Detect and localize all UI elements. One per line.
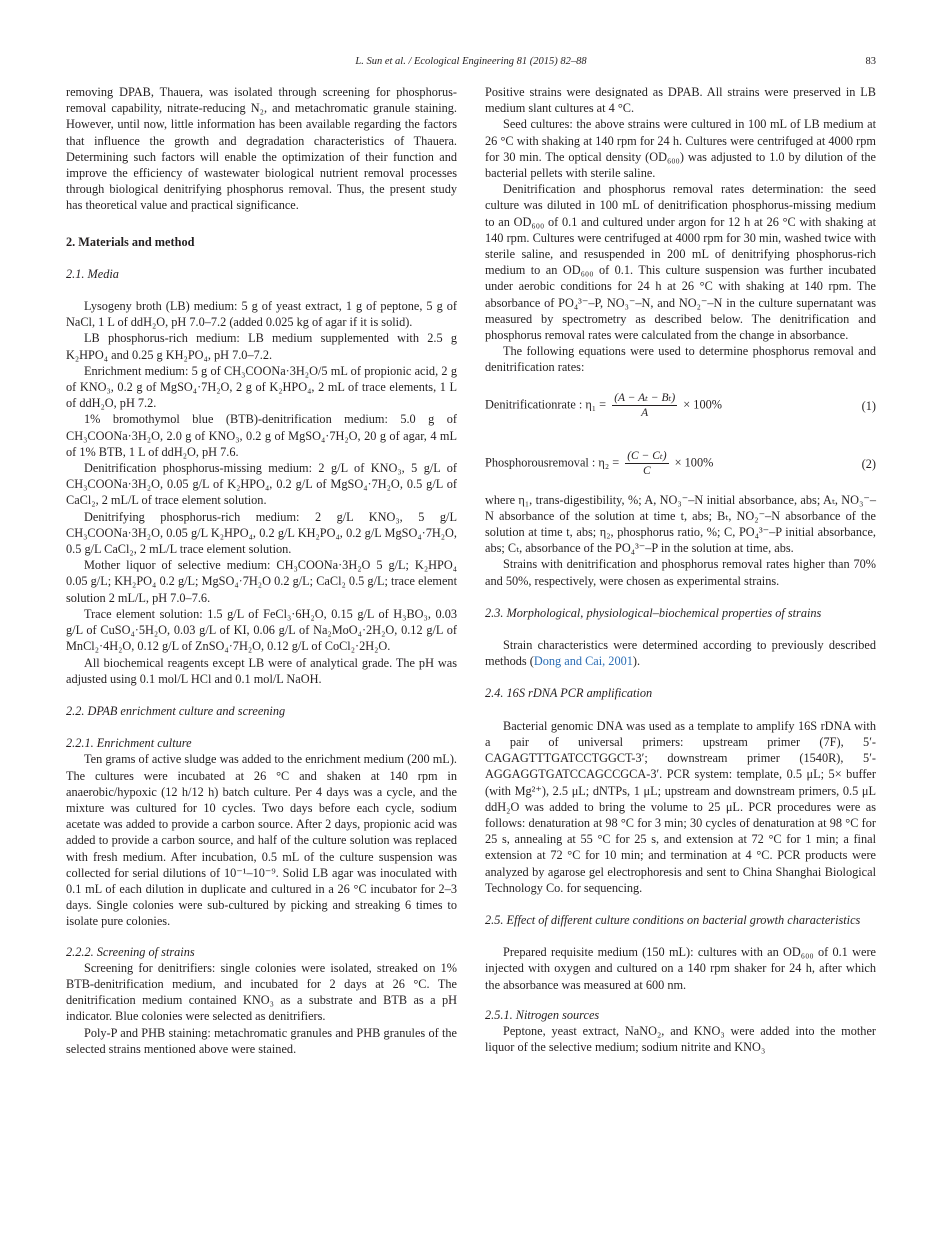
paragraph-morphology: [485, 637, 876, 669]
paragraph-polyp-staining: Poly-P and PHB staining: metachromatic granules and PHB granules of the selected strains mentioned above were stained.: [66, 1025, 457, 1056]
equation-1-fraction: [612, 391, 677, 420]
paragraph-culture-conditions: Prepared requisite medium (150 mL): cultures with an OD₆₀₀ of 0.1 were injected with oxygen and cultured on a 140 rpm shaker for 24 h, after which the absorbance was measured at 600 nm.: [485, 945, 876, 992]
paragraph-equation-intro: The following equations were used to determine phosphorus removal and denitrification rates:: [485, 344, 876, 375]
subsubsection-heading-screening: 2.2.2. Screening of strains: [66, 944, 195, 959]
paragraph-lb-phosphorus: LB phosphorus-rich medium: LB medium supplemented with 2.5 g K₂HPO₄ and 0.25 g KH₂PO₄, pH 7.0–7.2.: [66, 331, 457, 362]
subsubsection-heading-enrichment: 2.2.1. Enrichment culture: [66, 736, 192, 751]
equation-1-denominator: A: [641, 407, 649, 420]
morphology-text: Strain characteristics were determined according to previously described methods (: [485, 638, 876, 669]
paragraph-removal-rates: Denitrification and phosphorus removal rates determination: the seed culture was diluted in 100 mL of denitrification phosphorus-missing medium to an OD₆₀₀ of 0.1 and cultured under argon for 12 h at 26 °C with shaking at 140 rpm. Cultures were centrifuged at 4000 rpm for 30 min, washed twice with sterile saline, and resuspended in 200 mL of denitrifying phosphorus-rich medium to an OD₆₀₀ of 0.1. This culture suspension was further incubated under aerobic conditions for 24 h at 26 °C with shaking at 140 rpm. The absorbance of PO₄³⁻–P, NO₃⁻–N, and NO₂⁻–N in the culture supernatant was measured by spectrometry as described below. The denitrification and phosphorus removal rates were calculated from the change in absorbance.: [485, 182, 876, 343]
page-number: 83: [865, 56, 876, 67]
equation-2-lhs: Phosphorousremoval : η₂ =: [485, 455, 620, 470]
equation-1-numerator: (A − Aₜ − Bₜ): [614, 392, 676, 405]
citation-link-dong-cai[interactable]: Dong and Cai, 2001: [533, 654, 633, 669]
equation-2-fraction: [625, 449, 668, 478]
paragraph-pcr: Bacterial genomic DNA was used as a template to amplify 16S rDNA with a pair of universal primers: upstream primer (7F), 5′-CAGAGTTTGATCCTGGCT-3′; downstream primer (1540R), 5′-AGGAGGTGATCCAGCCGCA-3′. PCR system: template, 0.5 μL; 5× buffer (with Mg²⁺), 2.5 μL; dNTPs, 1 μL; upstream and downstream primers, 0.5 μL ddH₂O was added to bring the volume to 25 μL. PCR procedures were as follows: denaturation at 98 °C for 3 min; 30 cycles of denaturation at 98 °C for 25 s, annealing at 55 °C for 25 s, and extension at 72 °C for 1 min; a final extension at 72 °C for 10 min; and termination at 4 °C. PCR products were analyzed by agarose gel electrophoresis and sent to China Shanghai Biological Technology Co. for sequencing.: [485, 718, 876, 895]
paragraph-lb-medium: Lysogeny broth (LB) medium: 5 g of yeast extract, 1 g of peptone, 5 g of NaCl, 1 L of ddH₂O, pH 7.0–7.2 (added 0.025 kg of agar if it is solid).: [66, 299, 457, 330]
subsection-heading-dpab: 2.2. DPAB enrichment culture and screening: [66, 703, 286, 718]
paragraph-nitrogen-sources: Peptone, yeast extract, NaNO₂, and KNO₃ were added into the mother liquor of the selective medium; sodium nitrite and KNO₃: [485, 1023, 876, 1055]
paragraph-trace-element: Trace element solution: 1.5 g/L of FeCl₃·6H₂O, 0.15 g/L of H₃BO₃, 0.03 g/L of CuSO₄·5H₂O, 0.03 g/L of KI, 0.06 g/L of Na₂MoO₄·2H₂O, 0.12 g/L of MnCl₂·4H₂O, 0.12 g/L of ZnSO₄·7H₂O, 0.12 g/L of CoCl₂·2H₂O.: [66, 606, 457, 654]
equation-2-rhs: × 100%: [674, 455, 714, 470]
subsection-heading-culture-conditions: 2.5. Effect of different culture conditions on bacterial growth characteristics: [485, 912, 861, 927]
subsection-heading-pcr: 2.4. 16S rDNA PCR amplification: [485, 686, 653, 701]
paragraph-mother-liquor: Mother liquor of selective medium: CH₃COONa·3H₂O 5 g/L; K₂HPO₄ 0.05 g/L; KH₂PO₄ 0.2 g/L; MgSO₄·7H₂O 0.2 g/L; CaCl₂ 0.5 g/L; trace element solution 2 mL/L, pH 7.0–7.6.: [66, 558, 457, 605]
section-heading-materials: 2. Materials and method: [66, 234, 195, 249]
paragraph-seed-cultures: Seed cultures: the above strains were cultured in 100 mL of LB medium at 26 °C with shaking at 140 rpm for 24 h. Cultures were centrifuged at 4000 rpm for 30 min. The optical density (OD₆₀₀) was adjusted to 1.0 by dilution of the bacterial pellets with sterile saline.: [485, 117, 876, 181]
journal-citation: L. Sun et al. / Ecological Engineering 81 (2015) 82–88: [355, 56, 587, 67]
paragraph-enrichment-culture: Ten grams of active sludge was added to the enrichment medium (200 mL). The cultures were incubated at 26 °C and shaken at 140 rpm in anaerobic/hypoxic (12 h/12 h) batch culture. Per 4 days was a cycle, and the mixture was cultured for 10 cycles. Two days before each cycle, sodium acetate was added to provide a carbon source. After 2 days, propionic acid was added to provide a carbon source, and half of the culture solution was replaced with fresh medium. After incubation, 0.5 mL of the culture suspension was collected for serial dilutions of 10⁻¹–10⁻⁹. Solid LB agar was inoculated with 0.1 mL of each dilution in duplicate and cultured in a 26 °C incubator for 2–3 days. Single colonies were sub-cultured by picking and streaking 6 times to isolate pure colonies.: [66, 752, 457, 929]
paragraph-enrichment-medium: Enrichment medium: 5 g of CH₃COONa·3H₂O/5 mL of propionic acid, 2 g of KNO₃, 0.2 g of MgSO₄·7H₂O, 2 g of K₂HPO₄, 2 mL of trace elements, 1 L of ddH₂O, pH 7.2.: [66, 363, 457, 411]
equation-phosphorus: [485, 448, 876, 480]
paragraph-screening: Screening for denitrifiers: single colonies were isolated, streaked on 1% BTB-denitrification medium, and incubated for 2 days at 26 °C. The denitrification medium contained KNO₃ as a substrate and BTB as a pH indicator. Blue colonies were selected as denitrifiers.: [66, 960, 457, 1024]
paragraph-equation-definitions: where η₁, trans-digestibility, %; A, NO₃⁻–N initial absorbance, abs; Aₜ, NO₃⁻–N absorbance of the solution at time t, abs; Bₜ, NO₂⁻–N absorbance of the solution at time t, abs; η₂, phosphorus ratio, %; C, PO₄³⁻–P initial absorbance, abs; Cₜ, absorbance of the PO₄³⁻–P in the solution at time, abs.: [485, 492, 876, 556]
equation-denitrification: [485, 390, 876, 422]
paragraph-phosphorus-missing: Denitrification phosphorus-missing medium: 2 g/L of KNO₃, 5 g/L of CH₃COONa·3H₂O, 0.05 g/L of K₂HPO₄, 0.2 g/L of MgSO₄·7H₂O, 0.5 g/L of CaCl₂, 2 mL/L of trace element solution.: [66, 461, 457, 508]
subsection-heading-media: 2.1. Media: [66, 266, 119, 281]
intro-paragraph: removing DPAB, Thauera, was isolated through screening for phosphorus-removal capability, nitrate-reducing N₂, and metachromatic granule staining. However, until now, little information has been available regarding the factors that influence the growth and degradation characteristics of Thauera. Determining such factors will enable the optimization of their function and improve the efficiency of wastewater biological nutrient removal processes through biological denitrifying phosphorus removal. Thus, the present study has theoretical value and practical significance.: [66, 85, 457, 213]
equation-1-rhs: × 100%: [683, 397, 722, 412]
equation-1-number: (1): [861, 398, 876, 413]
paragraph-positive-strains: Positive strains were designated as DPAB. All strains were preserved in LB medium slant cultures at 4 °C.: [485, 85, 876, 116]
equation-2-denominator: C: [643, 465, 651, 478]
equation-2-numerator: (C − Cₜ): [627, 450, 667, 463]
left-column: [66, 84, 457, 1057]
subsubsection-heading-nitrogen: 2.5.1. Nitrogen sources: [485, 1007, 600, 1022]
paragraph-btb-medium: 1% bromothymol blue (BTB)-denitrification medium: 5.0 g of CH₃COONa·3H₂O, 2.0 g of KNO₃, 0.2 g of MgSO₄·7H₂O, 20 g of agar, 4 mL of 1% BTB, 1 L of ddH₂O, pH 7.6.: [66, 412, 457, 459]
morphology-text-end: ).: [632, 654, 641, 669]
running-header: [66, 56, 876, 70]
paragraph-phosphorus-rich: Denitrifying phosphorus-rich medium: 2 g/L KNO₃, 5 g/L CH₃COONa·3H₂O, 0.05 g/L K₂HPO₄, 0.2 g/L KH₂PO₄, 0.2 g/L MgSO₄·7H₂O, 0.5 g/L CaCl₂, 2 mL/L trace element solution.: [66, 509, 457, 557]
subsection-heading-morphology: 2.3. Morphological, physiological–biochemical properties of strains: [485, 605, 822, 620]
right-column: [485, 84, 876, 1055]
equation-1-lhs: Denitrificationrate : η₁ =: [485, 397, 607, 412]
equation-2-number: (2): [861, 456, 876, 471]
paragraph-strain-selection: Strains with denitrification and phosphorus removal rates higher than 70% and 50%, respectively, were chosen as experimental strains.: [485, 557, 876, 588]
paragraph-reagents: All biochemical reagents except LB were of analytical grade. The pH was adjusted using 0.1 mol/L HCl and 0.1 mol/L NaOH.: [66, 655, 457, 686]
